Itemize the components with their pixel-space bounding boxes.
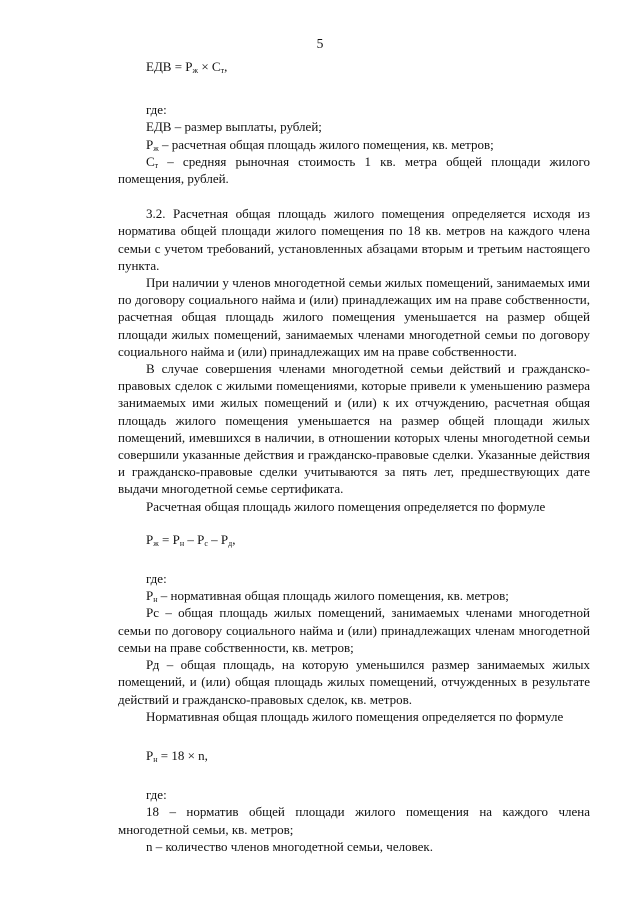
definition-n: n – количество членов многодетной семьи, человек.: [146, 838, 434, 854]
definition-18: 18 – норматив общей площади жилого помещения на каждого члена многодетной семьи, кв. метров;: [118, 804, 590, 837]
definition-rd: Рд – общая площадь, на которую уменьшился размер занимаемых жилых помещений, и (или) общая площадь жилых помещений, отчужденных в результате действий и гражданско-правовых сделок, кв. метров.: [118, 657, 590, 707]
document-body: [118, 58, 590, 855]
page-number: 5: [316, 36, 324, 51]
paragraph-formula-intro: Расчетная общая площадь жилого помещения определяется по формуле: [146, 498, 546, 514]
where-label-2: где:: [146, 571, 167, 587]
formula-edv: ЕДВ = $Р_ж \times С_т$,: [146, 59, 228, 75]
definition-rn: $Р_н$ – нормативная общая площадь жилого помещения, кв. метров;: [146, 588, 509, 605]
definition-ct: $С_т$ – средняя рыночная стоимость 1 кв. метра общей площади жилого помещения, рублей.: [118, 153, 590, 187]
paragraph-normative-intro: Нормативная общая площадь жилого помещения определяется по формуле: [146, 708, 564, 724]
definition-rzh: $Р_ж$ – расчетная общая площадь жилого помещения, кв. метров;: [146, 136, 494, 153]
where-label: где:: [146, 102, 167, 118]
formula-rzh: $Р_ж = Р_н - Р_с - Р_д$,: [146, 531, 236, 548]
paragraph-transactions: В случае совершения членами многодетной семьи действий и гражданско-правовых сделок с жилыми помещениями, которые привели к уменьшению размера занимаемых ими жилых помещений и (или) к их отчуждению, расчетная общая площадь жилого помещения уменьшается на размер общей площади жилых помещений, имевшихся в наличии, в отношении которых члены многодетной семьи совершили указанные действия и гражданско-правовые сделки. Указанные действия и гражданско-правовые сделки учитываются за пять лет, предшествующих дате выдачи многодетной семье сертификата.: [118, 361, 590, 497]
where-label-3: где:: [146, 787, 167, 803]
paragraph-3-2: 3.2. Расчетная общая площадь жилого помещения определяется исходя из норматива общей площади жилого помещения по 18 кв. метров на каждого члена семьи с учетом требований, установленных абзацами вторым и третьим настоящего пункта.: [118, 206, 590, 273]
definition-rc: Рс – общая площадь жилых помещений, занимаемых членами многодетной семьи по договору социального найма и (или) принадлежащих членам многодетной семьи на праве собственности, кв. метров;: [118, 605, 590, 655]
formula-rn: $Р_н = 18 \times n$,: [146, 747, 208, 764]
definition-edv: ЕДВ – размер выплаты, рублей;: [146, 119, 322, 135]
paragraph-ownership: При наличии у членов многодетной семьи жилых помещений, занимаемых ими по договору социального найма и (или) принадлежащих им на праве собственности, расчетная общая площадь жилого помещения уменьшается на размер общей площади жилых помещений, занимаемых членами многодетной семьи по договору социального найма и (или) принадлежащих им на праве собственности.: [118, 275, 590, 359]
